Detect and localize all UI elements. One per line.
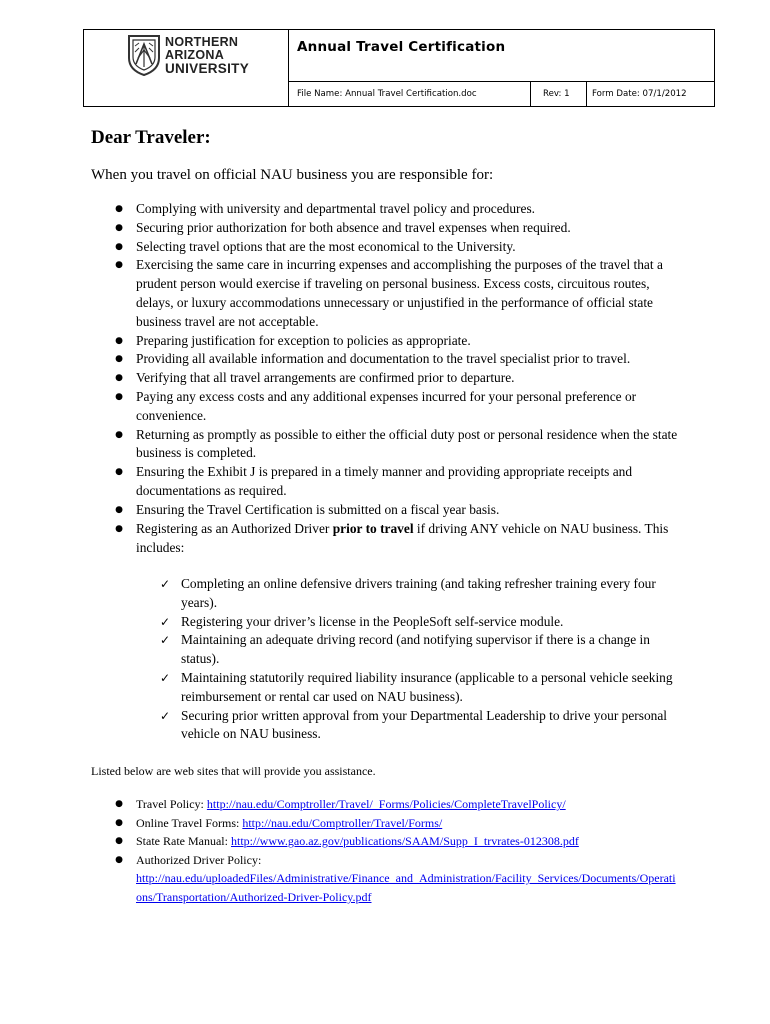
form-title: Annual Travel Certification <box>297 39 506 55</box>
file-name: File Name: Annual Travel Certification.doc <box>297 89 477 99</box>
logo-line-3: UNIVERSITY <box>165 61 250 76</box>
driver-requirement-line: reimbursement or rental car used on NAU business). <box>181 688 463 704</box>
logo-wordmark <box>165 36 249 75</box>
bullet-icon: ● <box>115 429 123 440</box>
responsibility-item-line: Providing all available information and documentation to the travel specialist prior to travel. <box>136 351 631 367</box>
responsibility-item-line: Preparing justification for exception to policies as appropriate. <box>136 332 471 348</box>
bullet-icon: ● <box>115 504 123 515</box>
website-item <box>136 851 261 870</box>
bullet-icon: ● <box>115 836 123 847</box>
website-link[interactable]: http://nau.edu/uploadedFiles/Administrative/Finance_and_Administration/Facility_Services/Documents/Operati <box>136 871 676 886</box>
driver-requirement-line: years). <box>181 594 218 610</box>
nau-logo <box>127 34 277 78</box>
responsibility-item-line: documentations as required. <box>136 483 287 498</box>
checkmark-icon: ✓ <box>160 633 171 648</box>
responsibility-item-line: Verifying that all travel arrangements are confirmed prior to departure. <box>136 370 515 386</box>
intro-text: When you travel on official NAU business you are responsible for: <box>91 167 494 183</box>
bullet-icon: ● <box>115 373 123 384</box>
logo-line-2: ARIZONA <box>165 48 225 62</box>
website-link[interactable]: http://nau.edu/Comptroller/Travel/_Forms/Policies/CompleteTravelPolicy/ <box>206 797 566 811</box>
website-link[interactable]: http://www.gao.az.gov/publications/SAAM/Supp_I_trvrates-012308.pdf <box>230 834 579 849</box>
title-cell <box>289 30 714 82</box>
driver-item-post: if driving ANY vehicle on NAU business. This <box>413 521 669 536</box>
logo-cell <box>84 30 289 106</box>
responsibility-item-line: Complying with university and departmental travel policy and procedures. <box>136 201 536 216</box>
responsibility-item-line: prudent person would exercise if traveling on personal business. Excess costs, circuitous routes, <box>136 276 650 292</box>
responsibility-item-line: Ensuring the Travel Certification is submitted on a fiscal year basis. <box>136 501 500 517</box>
nau-shield-icon <box>127 34 161 76</box>
checkmark-icon: ✓ <box>160 708 171 723</box>
responsibility-item-line: delays, or luxury accommodations unnecessary or unjustified in the performance of official state <box>136 295 653 310</box>
bullet-icon: ● <box>115 222 123 233</box>
responsibility-item-line: Selecting travel options that are the most economical to the University. <box>136 238 516 254</box>
website-item <box>136 814 442 833</box>
bullet-icon: ● <box>115 854 123 865</box>
form-meta-row <box>289 81 714 106</box>
driver-item-pre: Registering as an Authorized Driver <box>136 521 333 536</box>
checkmark-icon: ✓ <box>160 671 171 685</box>
bullet-icon: ● <box>115 392 123 402</box>
bullet-icon: ● <box>115 335 123 346</box>
responsibility-item-line: Returning as promptly as possible to either the official duty post or personal residence when the state <box>136 426 678 442</box>
checkmark-icon: ✓ <box>160 614 171 629</box>
website-label: Online Travel Forms: <box>136 815 243 830</box>
bullet-icon: ● <box>115 241 123 252</box>
driver-requirement-line: Maintaining statutorily required liability insurance (applicable to a personal vehicle seeking <box>181 670 673 685</box>
driver-requirement-line: Registering your driver’s license in the PeopleSoft self-service module. <box>181 613 564 629</box>
website-label: State Rate Manual: <box>136 834 231 849</box>
greeting-heading: Dear Traveler: <box>91 127 211 148</box>
websites-intro: Listed below are web sites that will provide you assistance. <box>91 764 376 778</box>
logo-line-1: NORTHERN <box>165 35 239 49</box>
driver-item-line-2: includes: <box>136 540 185 555</box>
bullet-icon: ● <box>115 260 123 271</box>
website-link-line <box>136 869 676 888</box>
responsibility-item-line: business travel are not acceptable. <box>136 313 319 329</box>
bullet-icon: ● <box>115 354 123 365</box>
responsibility-item-line: Securing prior authorization for both absence and travel expenses when required. <box>136 219 571 235</box>
revision: Rev: 1 <box>543 89 570 99</box>
website-link[interactable]: http://nau.edu/Comptroller/Travel/Forms/ <box>242 815 443 830</box>
responsibility-item-line: convenience. <box>136 407 207 423</box>
driver-requirement-line: Securing prior written approval from your Departmental Leadership to drive your personal <box>181 707 667 723</box>
driver-requirement-line: Completing an online defensive drivers training (and taking refresher training every four <box>181 576 656 591</box>
responsibility-item-line: business is completed. <box>136 445 257 461</box>
responsibility-item-line: Exercising the same care in incurring expenses and accomplishing the purposes of the travel that a <box>136 257 663 273</box>
bullet-icon: ● <box>115 524 123 534</box>
responsibility-item-line: Paying any excess costs and any additional expenses incurred for your personal preference or <box>136 389 637 404</box>
responsibility-item-line: Ensuring the Exhibit J is prepared in a timely manner and providing appropriate receipts and <box>136 464 633 480</box>
driver-item-emphasis: prior to travel <box>332 521 414 536</box>
website-label: Authorized Driver Policy: <box>136 852 262 867</box>
driver-requirement-line: vehicle on NAU business. <box>181 726 321 742</box>
rev-cell <box>530 81 587 106</box>
driver-requirement-line: status). <box>181 651 220 667</box>
driver-item-line-1 <box>136 520 668 539</box>
website-label: Travel Policy: <box>136 797 207 811</box>
bullet-icon: ● <box>115 467 123 478</box>
driver-requirement-line: Maintaining an adequate driving record (and notifying supervisor if there is a change in <box>181 632 650 648</box>
website-link-continued[interactable]: ons/Transportation/Authorized-Driver-Policy.pdf <box>136 890 372 904</box>
bullet-icon: ● <box>115 799 123 809</box>
website-link-line <box>136 888 372 907</box>
website-item <box>136 795 566 814</box>
website-item <box>136 832 579 851</box>
checkmark-icon: ✓ <box>160 577 171 591</box>
bullet-icon: ● <box>115 817 123 828</box>
form-header <box>83 29 715 107</box>
bullet-icon: ● <box>115 204 123 214</box>
form-date: Form Date: 07/1/2012 <box>592 89 687 99</box>
